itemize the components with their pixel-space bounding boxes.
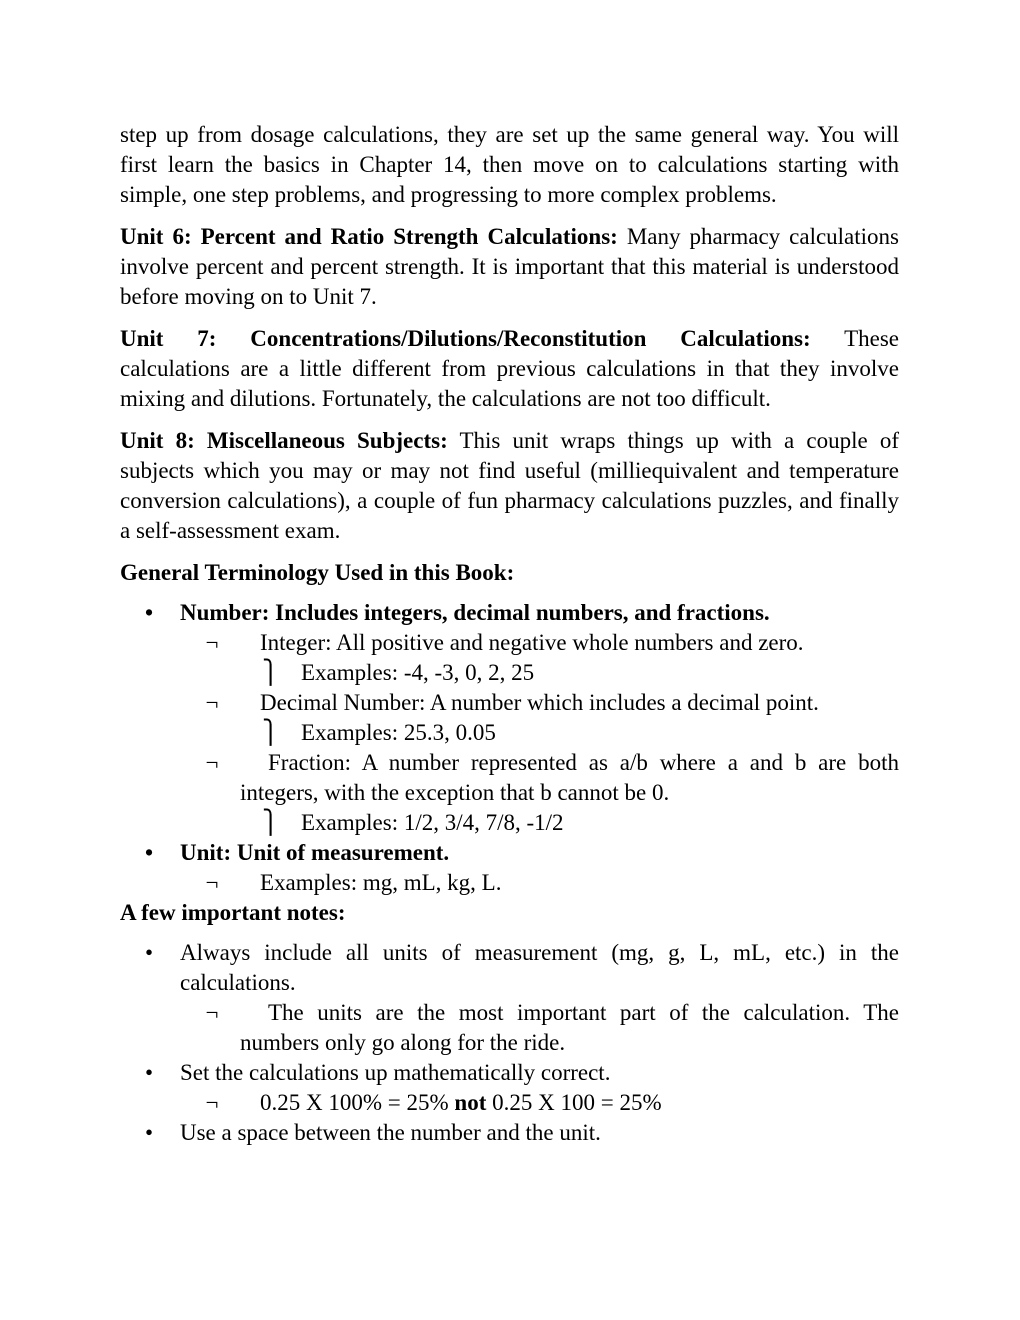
note-item-units: [120, 938, 899, 998]
bullet-icon: •: [144, 600, 154, 625]
unit-8-body: This unit wraps things up with a couple of subjects which you may or may not find useful (milliequivalent and temperature conversion calculations), a couple of fun pharmacy calculations puzzles, and finally a self-assessment exam.: [120, 428, 899, 543]
list-item-label: Unit: Unit of measurement.: [180, 840, 450, 865]
negation-icon: ¬: [205, 1000, 219, 1025]
negation-icon: ¬: [205, 870, 219, 895]
example-text: Examples: -4, -3, 0, 2, 25: [301, 660, 535, 685]
sub-item-text: Examples: mg, mL, kg, L.: [260, 870, 502, 895]
example-decimal: [120, 718, 899, 748]
list-item-number: [120, 598, 899, 628]
sub-item-text: Integer: All positive and negative whole numbers and zero.: [260, 630, 804, 655]
note-text: Set the calculations up mathematically correct.: [180, 1060, 611, 1085]
note-text: Use a space between the number and the unit.: [180, 1120, 601, 1145]
unit-6-paragraph: [120, 222, 899, 312]
math-correct: 0.25 X 100% = 25%: [260, 1090, 455, 1115]
document-page: [120, 120, 899, 1148]
bullet-icon: •: [144, 840, 154, 865]
negation-icon: ¬: [205, 630, 219, 655]
sub-item-unit-examples: [120, 868, 899, 898]
math-incorrect: 0.25 X 100 = 25%: [486, 1090, 662, 1115]
terminology-heading: General Terminology Used in this Book:: [120, 560, 515, 585]
note-sub-math: [120, 1088, 899, 1118]
bracket-icon: ⎫: [262, 720, 280, 745]
note-sub-units: [120, 998, 899, 1058]
bullet-icon: •: [144, 940, 154, 965]
negation-icon: ¬: [205, 1090, 219, 1115]
note-item-space: [120, 1118, 899, 1148]
notes-heading: A few important notes:: [120, 900, 346, 925]
unit-6-body: Many pharmacy calculations involve percent and percent strength. It is important that this material is understood before moving on to Unit 7.: [120, 224, 899, 309]
sub-item-text: Fraction: A number represented as a/b where a and b are both integers, with the exception that b cannot be 0.: [240, 750, 899, 805]
sub-item-integer: [120, 628, 899, 658]
negation-icon: ¬: [205, 690, 219, 715]
unit-7-body: These calculations are a little different from previous calculations in that they involve mixing and dilutions. Fortunately, the calculations are not too difficult.: [120, 326, 899, 411]
unit-6-heading: Unit 6: Percent and Ratio Strength Calculations:: [120, 224, 618, 249]
example-text: Examples: 25.3, 0.05: [301, 720, 496, 745]
unit-7-paragraph: [120, 324, 899, 414]
note-sub-text: The units are the most important part of the calculation. The numbers only go along for the ride.: [240, 1000, 899, 1055]
unit-7-heading: Unit 7: Concentrations/Dilutions/Reconstitution Calculations:: [120, 326, 811, 351]
example-text: Examples: 1/2, 3/4, 7/8, -1/2: [301, 810, 564, 835]
bracket-icon: ⎫: [262, 810, 280, 835]
example-fraction: [120, 808, 899, 838]
bullet-icon: •: [144, 1060, 154, 1085]
note-text: Always include all units of measurement (mg, g, L, mL, etc.) in the calculations.: [180, 940, 899, 995]
note-item-math: [120, 1058, 899, 1088]
notes-list: [120, 938, 899, 1148]
bullet-icon: •: [144, 1120, 154, 1145]
math-not: not: [454, 1090, 487, 1115]
bracket-icon: ⎫: [262, 660, 280, 685]
list-item-unit: [120, 838, 899, 868]
unit-8-paragraph: [120, 426, 899, 546]
intro-paragraph: step up from dosage calculations, they are set up the same general way. You will first learn the basics in Chapter 14, then move on to calculations starting with simple, one step problems, and progressing to more complex problems.: [120, 122, 899, 207]
unit-8-heading: Unit 8: Miscellaneous Subjects:: [120, 428, 448, 453]
negation-icon: ¬: [205, 750, 219, 775]
terminology-list: [120, 598, 899, 898]
sub-item-text: Decimal Number: A number which includes a decimal point.: [260, 690, 819, 715]
sub-item-fraction: [120, 748, 899, 808]
list-item-label: Number: Includes integers, decimal numbers, and fractions.: [180, 600, 770, 625]
example-integer: [120, 658, 899, 688]
sub-item-decimal: [120, 688, 899, 718]
note-sub-text: [240, 1088, 899, 1118]
